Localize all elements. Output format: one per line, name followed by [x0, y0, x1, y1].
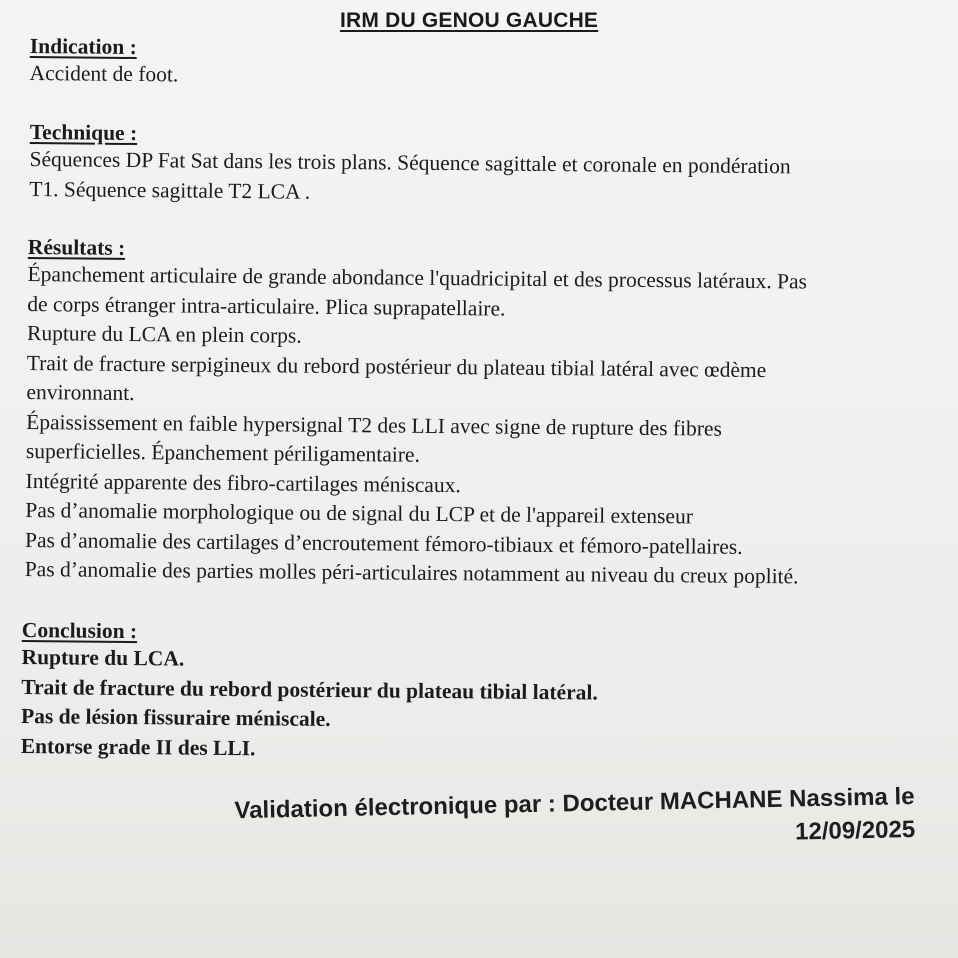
signature-date: 12/09/2025	[794, 815, 916, 846]
technique-line: T1. Séquence sagittale T2 LCA .	[29, 176, 311, 204]
indication-heading: Indication :	[29, 33, 137, 60]
conclusion-section	[21, 617, 599, 767]
technique-heading: Technique :	[29, 119, 138, 146]
electronic-signature	[234, 780, 915, 860]
conclusion-line: Rupture du LCA.	[21, 644, 185, 671]
resultats-line: Intégrité apparente des fibro-cartilages méniscaux.	[25, 468, 461, 497]
technique-line: Séquences DP Fat Sat dans les trois plans. Séquence sagittale et coronale en pondération	[29, 146, 791, 179]
resultats-line: Rupture du LCA en plein corps.	[26, 320, 302, 348]
resultats-line: Pas d’anomalie morphologique ou de signal du LCP et de l'appareil extenseur	[25, 497, 694, 529]
resultats-line: Pas d’anomalie des cartilages d’encroutement fémoro-tibiaux et fémoro-patellaires.	[24, 527, 743, 559]
resultats-line: environnant.	[26, 379, 135, 406]
resultats-line: Pas d’anomalie des parties molles péri-articulaires notamment au niveau du creux poplité.	[24, 556, 799, 589]
indication-line: Accident de foot.	[29, 60, 179, 87]
resultats-line: de corps étranger intra-articulaire. Plica suprapatellaire.	[27, 291, 506, 321]
conclusion-line: Trait de fracture du rebord postérieur du plateau tibial latéral.	[21, 674, 598, 705]
resultats-heading: Résultats :	[27, 234, 126, 260]
signature-line-1: Validation électronique par : Docteur MACHANE Nassima le	[234, 782, 915, 825]
technique-section	[29, 119, 791, 211]
conclusion-line: Pas de lésion fissuraire méniscale.	[20, 703, 331, 731]
resultats-line: Trait de fracture serpigineux du rebord postérieur du plateau tibial latéral avec œdème	[26, 350, 767, 382]
indication-section	[29, 33, 178, 90]
resultats-line: Épaississement en faible hypersignal T2 des LLI avec signe de rupture des fibres	[26, 409, 723, 441]
resultats-line: Épanchement articulaire de grande abondance l'quadricipital et des processus latéraux. Pas	[27, 261, 808, 294]
report-title-text: IRM DU GENOU GAUCHE	[340, 9, 599, 32]
resultats-line: superficielles. Épanchement périligamentaire.	[25, 438, 421, 467]
report-title	[340, 9, 606, 33]
conclusion-line: Entorse grade II des LLI.	[20, 733, 256, 760]
conclusion-heading: Conclusion :	[21, 617, 138, 644]
resultats-section	[25, 234, 808, 592]
